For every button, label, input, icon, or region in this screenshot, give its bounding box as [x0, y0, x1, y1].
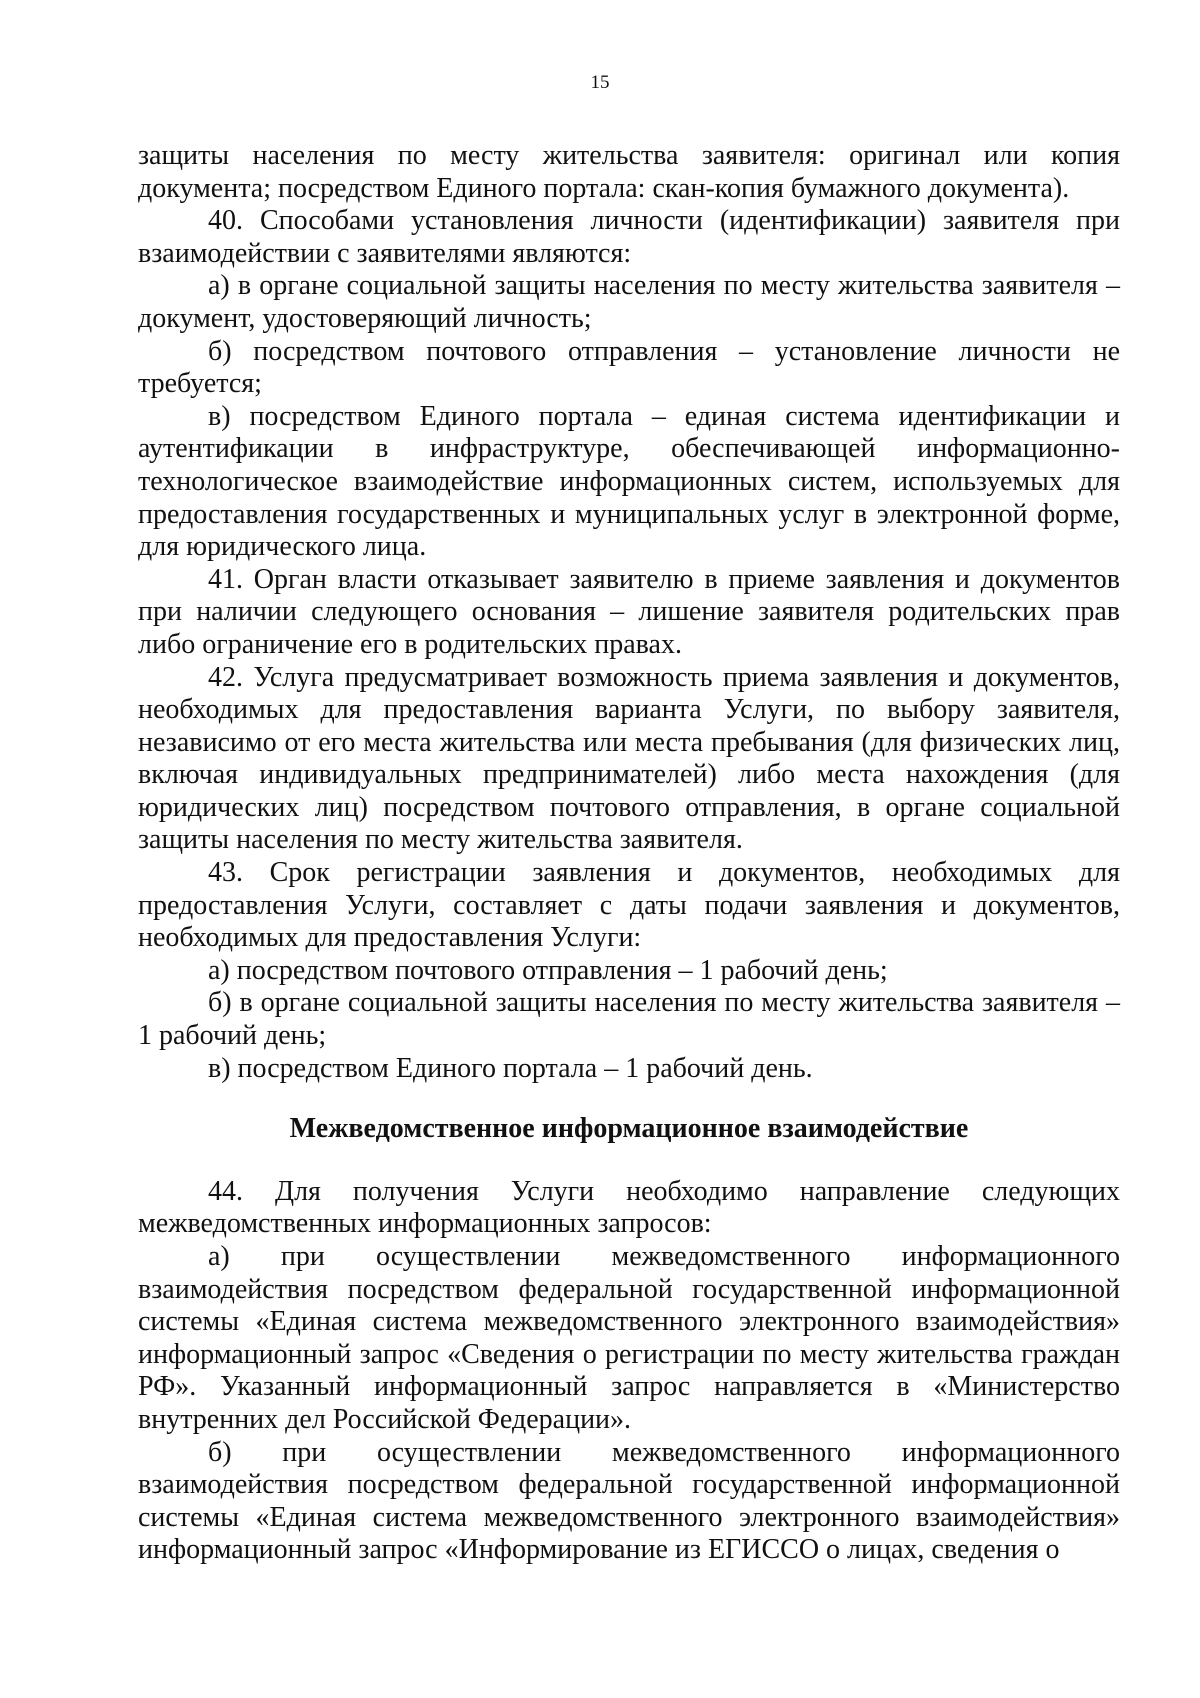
section-heading: Межведомственное информационное взаимодействие [289, 1113, 969, 1145]
paragraph-43-a: а) посредством почтового отправления – 1 рабочий день; [208, 954, 888, 986]
paragraph-42: 42. Услуга предусматривает возможность приема заявления и документов, необходимых для предоставления варианта Услуги, по выбору заявителя, независимо от его места жительства или места пребывания (для физических лиц, включая индивидуальных предпринимателей) либо места нахождения (для юридических лиц) посредством почтового отправления, в органе социальной защиты населения по месту жительства заявителя. [138, 661, 1120, 856]
paragraph-40-b: б) посредством почтового отправления – установление личности не требуется; [138, 335, 1120, 400]
paragraph-43-v: в) посредством Единого портала – 1 рабочий день. [208, 1052, 813, 1084]
document-body [138, 140, 1120, 1567]
paragraph-43-b: б) в органе социальной защиты населения по месту жительства заявителя – 1 рабочий день; [138, 987, 1120, 1052]
paragraph-43: 43. Срок регистрации заявления и документов, необходимых для предоставления Услуги, составляет с даты подачи заявления и документов, необходимых для предоставления Услуги: [138, 857, 1120, 954]
page-number: 15 [590, 72, 610, 93]
paragraph-44-b: б) при осуществлении межведомственного информационного взаимодействия посредством федеральной государственной информационной системы «Единая система межведомственного электронного взаимодействия» информационный запрос «Информирование из ЕГИССО о лицах, сведения о [138, 1436, 1120, 1566]
paragraph-40-a: а) в органе социальной защиты населения по месту жительства заявителя – документ, удостоверяющий личность; [138, 270, 1120, 334]
paragraph-44-a: а) при осуществлении межведомственного информационного взаимодействия посредством федеральной государственной информационной системы «Единая система межведомственного электронного взаимодействия» информационный запрос «Сведения о регистрации по месту жительства граждан РФ». Указанный информационный запрос направляется в «Министерство внутренних дел Российской Федерации». [138, 1241, 1120, 1435]
paragraph-40: 40. Способами установления личности (идентификации) заявителя при взаимодействии с заявителями являются: [138, 205, 1120, 269]
paragraph-continuation: защиты населения по месту жительства заявителя: оригинал или копия документа; посредством Единого портала: скан-копия бумажного документа). [138, 140, 1120, 204]
paragraph-41: 41. Орган власти отказывает заявителю в приеме заявления и документов при наличии следующего основания – лишение заявителя родительских прав либо ограничение его в родительских правах. [138, 563, 1120, 660]
paragraph-44: 44. Для получения Услуги необходимо направление следующих межведомственных информационных запросов: [138, 1175, 1120, 1240]
paragraph-40-v: в) посредством Единого портала – единая система идентификации и аутентификации в инфраструктуре, обеспечивающей информационно-технологическое взаимодействие информационных систем, используемых для предоставления государственных и муниципальных услуг в электронной форме, для юридического лица. [138, 400, 1120, 563]
